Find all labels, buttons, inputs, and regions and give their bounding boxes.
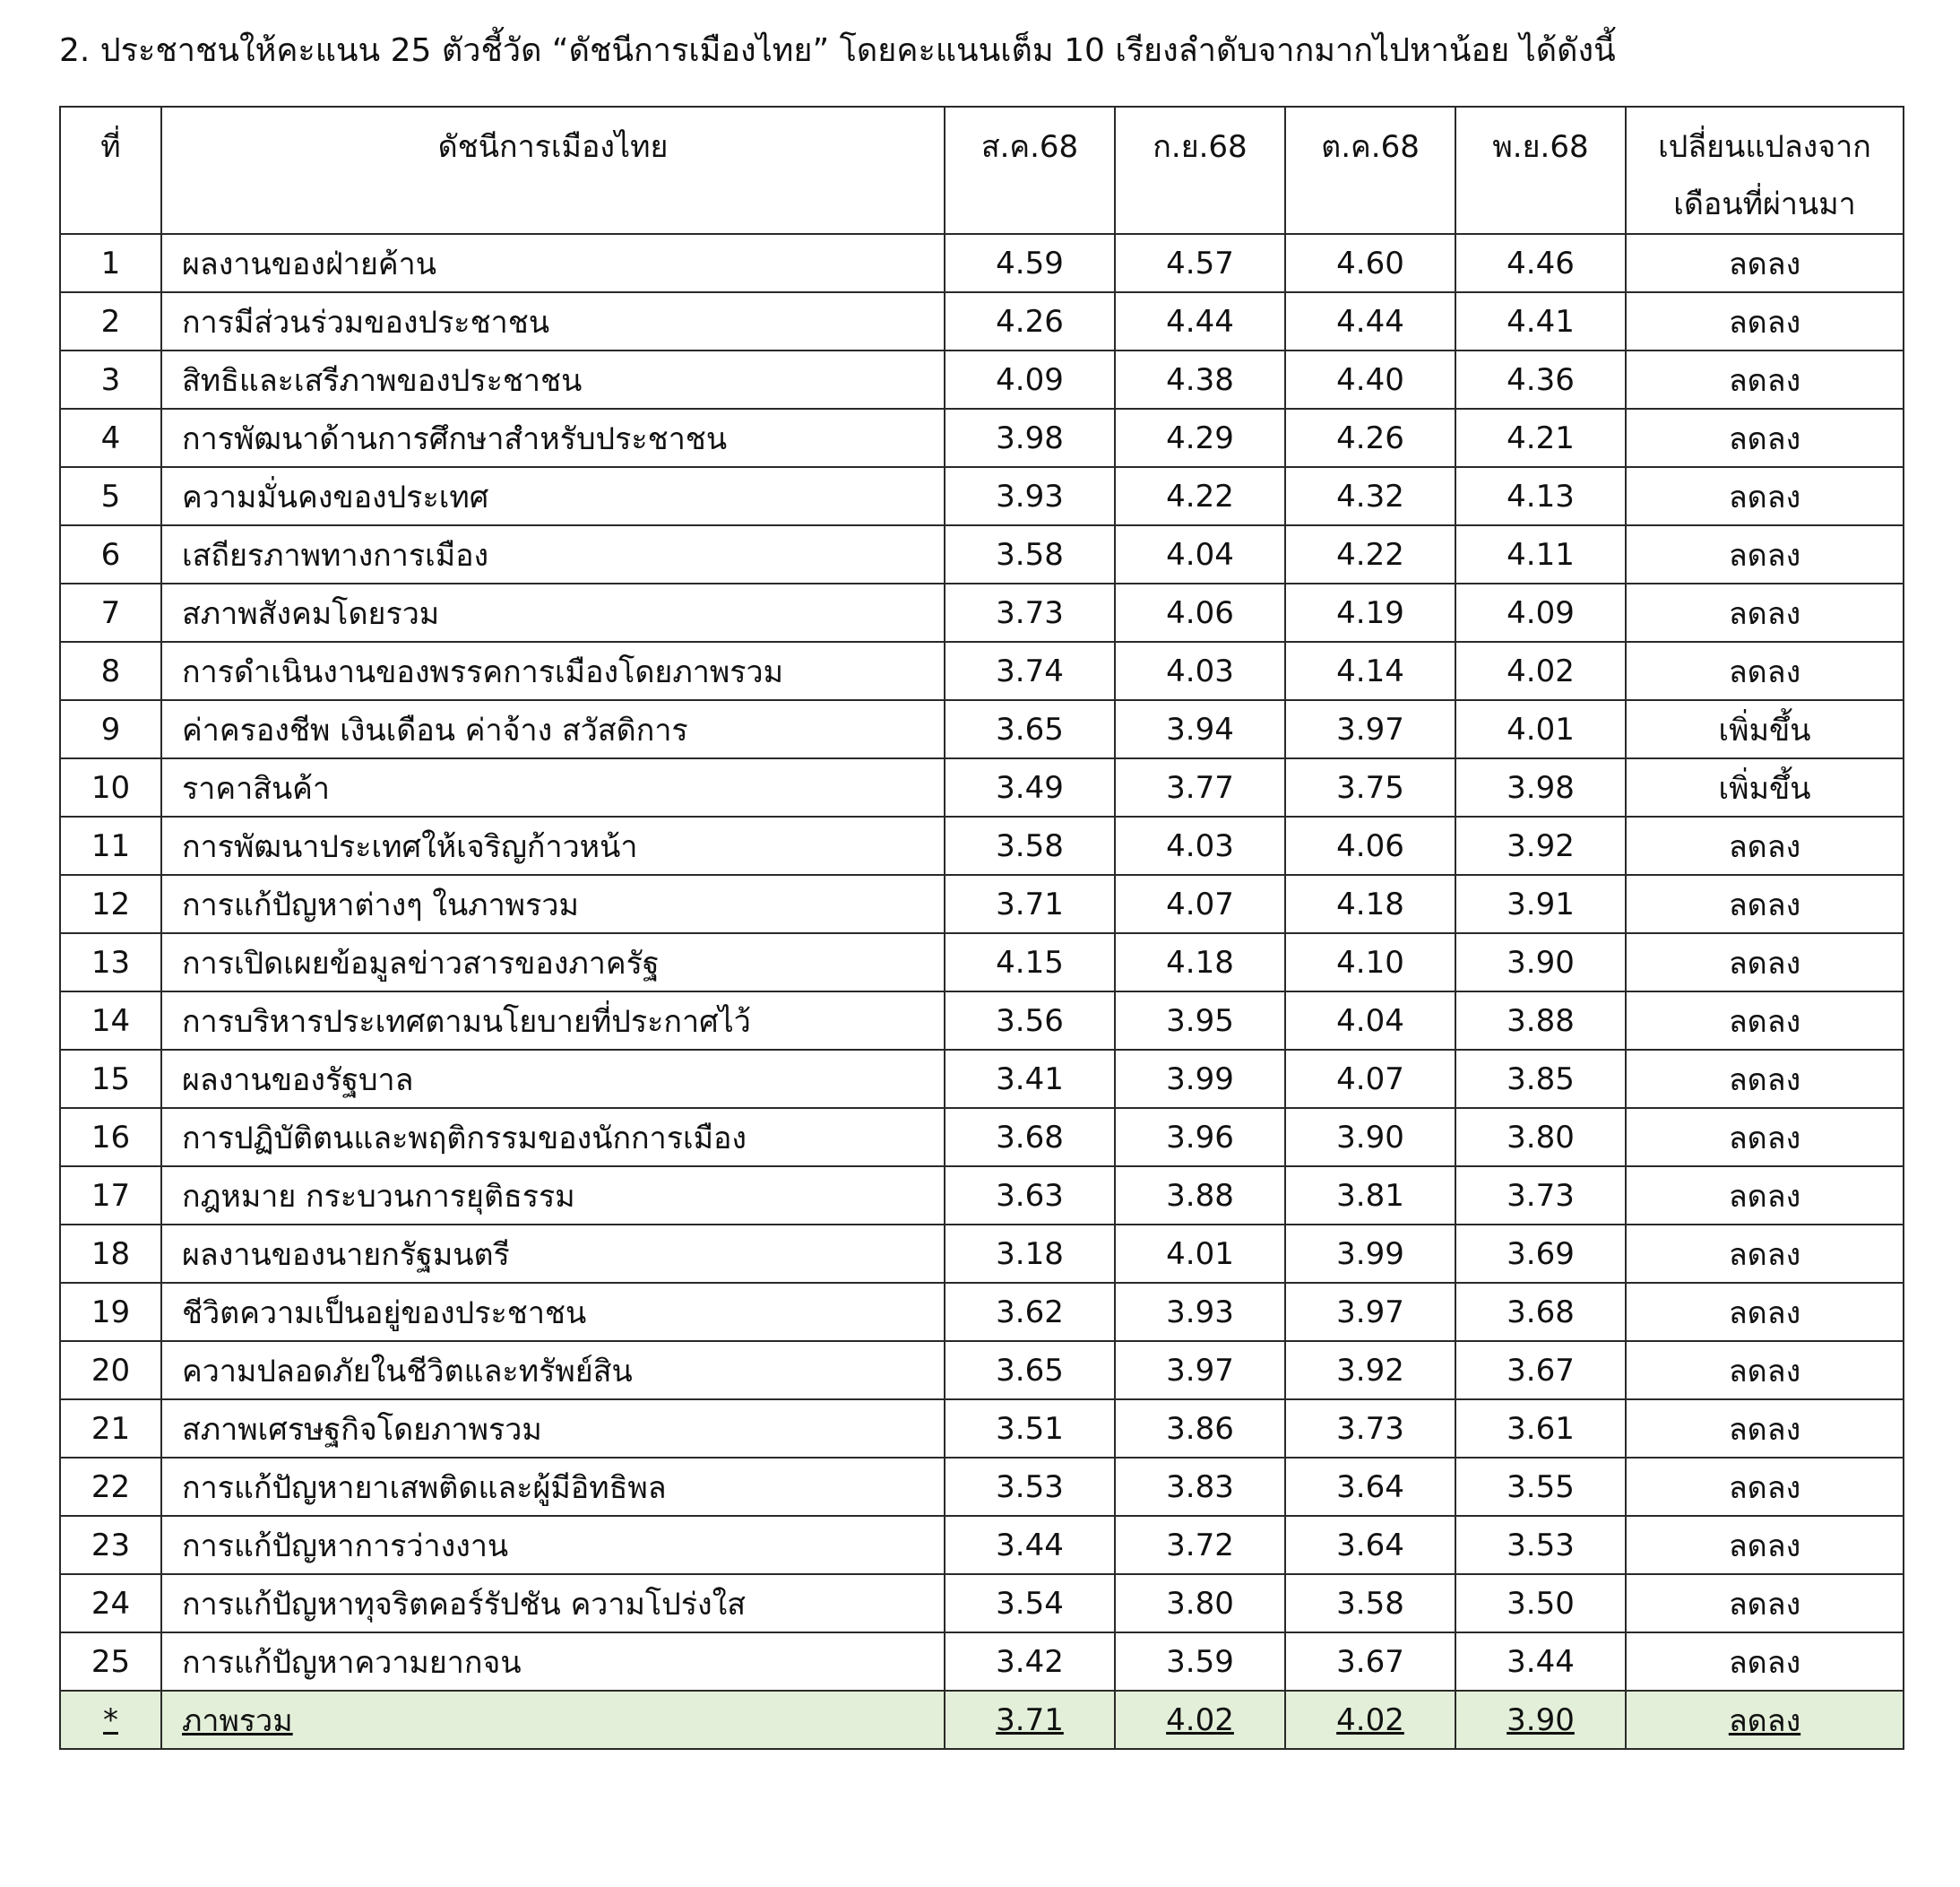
table-row — [60, 409, 1904, 467]
cell-oct: 4.32 — [1285, 467, 1455, 525]
cell-name: การพัฒนาด้านการศึกษาสำหรับประชาชน — [161, 409, 945, 467]
cell-oct: 4.44 — [1285, 292, 1455, 351]
cell-sep: 4.29 — [1115, 409, 1285, 467]
cell-no: 22 — [60, 1458, 161, 1516]
cell-sep: 3.88 — [1115, 1166, 1285, 1225]
cell-nov — [1455, 1691, 1626, 1749]
cell-nov: 3.98 — [1455, 758, 1626, 817]
header-oct: ต.ค.68 — [1285, 107, 1455, 234]
cell-name: ผลงานของฝ่ายค้าน — [161, 234, 945, 292]
cell-aug: 3.56 — [945, 991, 1115, 1050]
cell-oct: 3.90 — [1285, 1108, 1455, 1166]
cell-nov: 4.01 — [1455, 700, 1626, 758]
cell-nov: 3.55 — [1455, 1458, 1626, 1516]
table-row — [60, 817, 1904, 875]
cell-change: ลดลง — [1626, 991, 1904, 1050]
cell-no — [60, 1691, 161, 1749]
header-no: ที่ — [60, 107, 161, 234]
cell-aug: 3.42 — [945, 1632, 1115, 1691]
cell-sep: 3.95 — [1115, 991, 1285, 1050]
cell-name: ความมั่นคงของประเทศ — [161, 467, 945, 525]
table-row — [60, 700, 1904, 758]
cell-no: 10 — [60, 758, 161, 817]
cell-sep: 3.86 — [1115, 1399, 1285, 1458]
cell-sep: 4.38 — [1115, 351, 1285, 409]
cell-nov: 4.11 — [1455, 525, 1626, 584]
cell-nov: 4.36 — [1455, 351, 1626, 409]
cell-aug: 3.63 — [945, 1166, 1115, 1225]
cell-no: 3 — [60, 351, 161, 409]
table-body — [60, 234, 1904, 1749]
cell-aug: 3.65 — [945, 700, 1115, 758]
cell-nov: 4.09 — [1455, 584, 1626, 642]
cell-aug — [945, 1691, 1115, 1749]
cell-name: การแก้ปัญหาต่างๆ ในภาพรวม — [161, 875, 945, 933]
cell-oct: 4.18 — [1285, 875, 1455, 933]
cell-no: 18 — [60, 1225, 161, 1283]
cell-aug: 3.68 — [945, 1108, 1115, 1166]
table-row — [60, 234, 1904, 292]
cell-aug: 4.59 — [945, 234, 1115, 292]
table-row — [60, 1166, 1904, 1225]
political-index-table — [59, 106, 1904, 1750]
cell-oct: 4.19 — [1285, 584, 1455, 642]
cell-change: ลดลง — [1626, 1574, 1904, 1632]
cell-name: การพัฒนาประเทศให้เจริญก้าวหน้า — [161, 817, 945, 875]
cell-change: ลดลง — [1626, 409, 1904, 467]
table-row — [60, 1632, 1904, 1691]
cell-aug: 3.53 — [945, 1458, 1115, 1516]
cell-name: ค่าครองชีพ เงินเดือน ค่าจ้าง สวัสดิการ — [161, 700, 945, 758]
cell-change: ลดลง — [1626, 1283, 1904, 1341]
cell-oct: 3.97 — [1285, 700, 1455, 758]
cell-change: ลดลง — [1626, 351, 1904, 409]
cell-aug: 3.73 — [945, 584, 1115, 642]
cell-no: 24 — [60, 1574, 161, 1632]
cell-no: 5 — [60, 467, 161, 525]
table-row — [60, 991, 1904, 1050]
cell-oct: 4.40 — [1285, 351, 1455, 409]
cell-name: สิทธิและเสรีภาพของประชาชน — [161, 351, 945, 409]
cell-no: 20 — [60, 1341, 161, 1399]
cell-sep: 4.57 — [1115, 234, 1285, 292]
cell-oct: 3.92 — [1285, 1341, 1455, 1399]
header-aug: ส.ค.68 — [945, 107, 1115, 234]
cell-name: ความปลอดภัยในชีวิตและทรัพย์สิน — [161, 1341, 945, 1399]
cell-nov: 4.21 — [1455, 409, 1626, 467]
cell-sep: 3.77 — [1115, 758, 1285, 817]
table-row — [60, 875, 1904, 933]
cell-oct: 3.64 — [1285, 1516, 1455, 1574]
cell-nov: 3.61 — [1455, 1399, 1626, 1458]
cell-nov: 3.69 — [1455, 1225, 1626, 1283]
cell-change: ลดลง — [1626, 1108, 1904, 1166]
cell-change: ลดลง — [1626, 525, 1904, 584]
cell-no: 19 — [60, 1283, 161, 1341]
table-row — [60, 1516, 1904, 1574]
cell-no: 11 — [60, 817, 161, 875]
table-row — [60, 642, 1904, 700]
cell-name: การปฏิบัติตนและพฤติกรรมของนักการเมือง — [161, 1108, 945, 1166]
cell-aug: 4.15 — [945, 933, 1115, 991]
cell-sep: 4.06 — [1115, 584, 1285, 642]
header-nov: พ.ย.68 — [1455, 107, 1626, 234]
cell-no: 7 — [60, 584, 161, 642]
cell-no: 16 — [60, 1108, 161, 1166]
cell-sep: 3.97 — [1115, 1341, 1285, 1399]
cell-nov-text: 3.90 — [1507, 1701, 1575, 1738]
cell-change: เพิ่มขึ้น — [1626, 700, 1904, 758]
cell-name: ราคาสินค้า — [161, 758, 945, 817]
table-row — [60, 1341, 1904, 1399]
cell-name: การเปิดเผยข้อมูลข่าวสารของภาครัฐ — [161, 933, 945, 991]
cell-nov: 3.53 — [1455, 1516, 1626, 1574]
cell-sep: 3.99 — [1115, 1050, 1285, 1108]
cell-no: 12 — [60, 875, 161, 933]
cell-oct: 3.64 — [1285, 1458, 1455, 1516]
header-sep: ก.ย.68 — [1115, 107, 1285, 234]
cell-name: กฎหมาย กระบวนการยุติธรรม — [161, 1166, 945, 1225]
table-row — [60, 1458, 1904, 1516]
cell-name: การแก้ปัญหายาเสพติดและผู้มีอิทธิพล — [161, 1458, 945, 1516]
cell-oct: 3.97 — [1285, 1283, 1455, 1341]
cell-nov: 3.80 — [1455, 1108, 1626, 1166]
cell-oct: 4.26 — [1285, 409, 1455, 467]
overall-row — [60, 1691, 1904, 1749]
cell-nov: 3.90 — [1455, 933, 1626, 991]
cell-oct: 4.22 — [1285, 525, 1455, 584]
table-row — [60, 1399, 1904, 1458]
cell-nov: 3.85 — [1455, 1050, 1626, 1108]
cell-no: 2 — [60, 292, 161, 351]
cell-no: 17 — [60, 1166, 161, 1225]
cell-no: 6 — [60, 525, 161, 584]
cell-sep: 3.59 — [1115, 1632, 1285, 1691]
cell-sep: 4.18 — [1115, 933, 1285, 991]
cell-change: ลดลง — [1626, 1341, 1904, 1399]
cell-oct: 3.75 — [1285, 758, 1455, 817]
cell-name: ผลงานของนายกรัฐมนตรี — [161, 1225, 945, 1283]
cell-oct-text: 4.02 — [1336, 1701, 1404, 1738]
cell-aug: 3.65 — [945, 1341, 1115, 1399]
cell-name: ชีวิตความเป็นอยู่ของประชาชน — [161, 1283, 945, 1341]
cell-name: การแก้ปัญหาความยากจน — [161, 1632, 945, 1691]
cell-change: ลดลง — [1626, 584, 1904, 642]
cell-nov: 4.13 — [1455, 467, 1626, 525]
table-row — [60, 1050, 1904, 1108]
cell-sep: 4.44 — [1115, 292, 1285, 351]
cell-nov: 3.67 — [1455, 1341, 1626, 1399]
cell-sep: 3.96 — [1115, 1108, 1285, 1166]
cell-oct: 3.67 — [1285, 1632, 1455, 1691]
cell-oct — [1285, 1691, 1455, 1749]
cell-change: ลดลง — [1626, 933, 1904, 991]
table-row — [60, 1225, 1904, 1283]
cell-no: 8 — [60, 642, 161, 700]
cell-oct: 4.04 — [1285, 991, 1455, 1050]
cell-change: ลดลง — [1626, 1399, 1904, 1458]
cell-oct: 3.58 — [1285, 1574, 1455, 1632]
table-row — [60, 351, 1904, 409]
cell-sep: 4.03 — [1115, 817, 1285, 875]
cell-change: ลดลง — [1626, 1225, 1904, 1283]
cell-no: 14 — [60, 991, 161, 1050]
cell-nov: 3.73 — [1455, 1166, 1626, 1225]
cell-oct: 4.60 — [1285, 234, 1455, 292]
cell-oct: 3.99 — [1285, 1225, 1455, 1283]
cell-nov: 3.44 — [1455, 1632, 1626, 1691]
cell-sep: 4.22 — [1115, 467, 1285, 525]
cell-aug: 3.62 — [945, 1283, 1115, 1341]
cell-name: การดำเนินงานของพรรคการเมืองโดยภาพรวม — [161, 642, 945, 700]
cell-oct: 3.81 — [1285, 1166, 1455, 1225]
table-row — [60, 758, 1904, 817]
table-row — [60, 467, 1904, 525]
cell-change: ลดลง — [1626, 467, 1904, 525]
cell-change: ลดลง — [1626, 1166, 1904, 1225]
cell-sep-text: 4.02 — [1166, 1701, 1234, 1738]
cell-name: ผลงานของรัฐบาล — [161, 1050, 945, 1108]
table-row — [60, 1108, 1904, 1166]
table-row — [60, 584, 1904, 642]
cell-oct: 4.10 — [1285, 933, 1455, 991]
cell-sep: 3.94 — [1115, 700, 1285, 758]
cell-change: เพิ่มขึ้น — [1626, 758, 1904, 817]
cell-nov: 3.92 — [1455, 817, 1626, 875]
cell-aug: 3.54 — [945, 1574, 1115, 1632]
cell-change: ลดลง — [1626, 292, 1904, 351]
table-row — [60, 1283, 1904, 1341]
cell-sep: 3.72 — [1115, 1516, 1285, 1574]
cell-change: ลดลง — [1626, 234, 1904, 292]
cell-no-text: * — [103, 1701, 118, 1738]
header-change-line1: เปลี่ยนแปลงจาก — [1658, 129, 1871, 165]
cell-aug: 3.41 — [945, 1050, 1115, 1108]
cell-name: เสถียรภาพทางการเมือง — [161, 525, 945, 584]
cell-change: ลดลง — [1626, 1050, 1904, 1108]
cell-aug: 3.93 — [945, 467, 1115, 525]
cell-name — [161, 1691, 945, 1749]
cell-change: ลดลง — [1626, 642, 1904, 700]
cell-aug: 3.74 — [945, 642, 1115, 700]
cell-aug: 3.98 — [945, 409, 1115, 467]
cell-no: 1 — [60, 234, 161, 292]
table-row — [60, 292, 1904, 351]
cell-sep: 4.01 — [1115, 1225, 1285, 1283]
cell-aug: 3.49 — [945, 758, 1115, 817]
cell-name-text: ภาพรวม — [182, 1702, 293, 1739]
cell-no: 13 — [60, 933, 161, 991]
cell-aug: 3.71 — [945, 875, 1115, 933]
cell-sep: 3.83 — [1115, 1458, 1285, 1516]
cell-change: ลดลง — [1626, 1516, 1904, 1574]
cell-aug: 3.58 — [945, 817, 1115, 875]
cell-name: การแก้ปัญหาการว่างงาน — [161, 1516, 945, 1574]
header-change — [1626, 107, 1904, 234]
cell-change: ลดลง — [1626, 817, 1904, 875]
cell-sep: 3.80 — [1115, 1574, 1285, 1632]
table-row — [60, 1574, 1904, 1632]
cell-name: การแก้ปัญหาทุจริตคอร์รัปชัน ความโปร่งใส — [161, 1574, 945, 1632]
table-header-row — [60, 107, 1904, 234]
cell-nov: 3.88 — [1455, 991, 1626, 1050]
table-row — [60, 525, 1904, 584]
cell-sep: 3.93 — [1115, 1283, 1285, 1341]
cell-nov: 3.68 — [1455, 1283, 1626, 1341]
cell-no: 9 — [60, 700, 161, 758]
cell-oct: 4.06 — [1285, 817, 1455, 875]
cell-aug: 4.26 — [945, 292, 1115, 351]
cell-change: ลดลง — [1626, 875, 1904, 933]
cell-sep: 4.04 — [1115, 525, 1285, 584]
document-heading: 2. ประชาชนให้คะแนน 25 ตัวชี้วัด “ดัชนีการเมืองไทย” โดยคะแนนเต็ม 10 เรียงลำดับจากมากไปหาน้อย ได้ดังนี้ — [59, 32, 1616, 69]
header-change-line2: เดือนที่ผ่านมา — [1673, 186, 1856, 222]
cell-aug: 3.18 — [945, 1225, 1115, 1283]
cell-change-text: ลดลง — [1728, 1702, 1801, 1739]
cell-no: 23 — [60, 1516, 161, 1574]
cell-aug: 4.09 — [945, 351, 1115, 409]
cell-no: 15 — [60, 1050, 161, 1108]
cell-sep: 4.03 — [1115, 642, 1285, 700]
cell-name: การมีส่วนร่วมของประชาชน — [161, 292, 945, 351]
table-row — [60, 933, 1904, 991]
cell-name: การบริหารประเทศตามนโยบายที่ประกาศไว้ — [161, 991, 945, 1050]
cell-change — [1626, 1691, 1904, 1749]
cell-sep: 4.07 — [1115, 875, 1285, 933]
cell-change: ลดลง — [1626, 1632, 1904, 1691]
cell-no: 21 — [60, 1399, 161, 1458]
cell-aug: 3.51 — [945, 1399, 1115, 1458]
cell-no: 4 — [60, 409, 161, 467]
cell-aug-text: 3.71 — [996, 1701, 1064, 1738]
cell-aug: 3.58 — [945, 525, 1115, 584]
cell-nov: 3.91 — [1455, 875, 1626, 933]
cell-oct: 4.07 — [1285, 1050, 1455, 1108]
cell-aug: 3.44 — [945, 1516, 1115, 1574]
cell-oct: 3.73 — [1285, 1399, 1455, 1458]
header-index: ดัชนีการเมืองไทย — [161, 107, 945, 234]
cell-change: ลดลง — [1626, 1458, 1904, 1516]
cell-nov: 4.41 — [1455, 292, 1626, 351]
cell-nov: 4.02 — [1455, 642, 1626, 700]
cell-nov: 3.50 — [1455, 1574, 1626, 1632]
cell-nov: 4.46 — [1455, 234, 1626, 292]
cell-name: สภาพสังคมโดยรวม — [161, 584, 945, 642]
cell-oct: 4.14 — [1285, 642, 1455, 700]
cell-sep — [1115, 1691, 1285, 1749]
cell-name: สภาพเศรษฐกิจโดยภาพรวม — [161, 1399, 945, 1458]
cell-no: 25 — [60, 1632, 161, 1691]
